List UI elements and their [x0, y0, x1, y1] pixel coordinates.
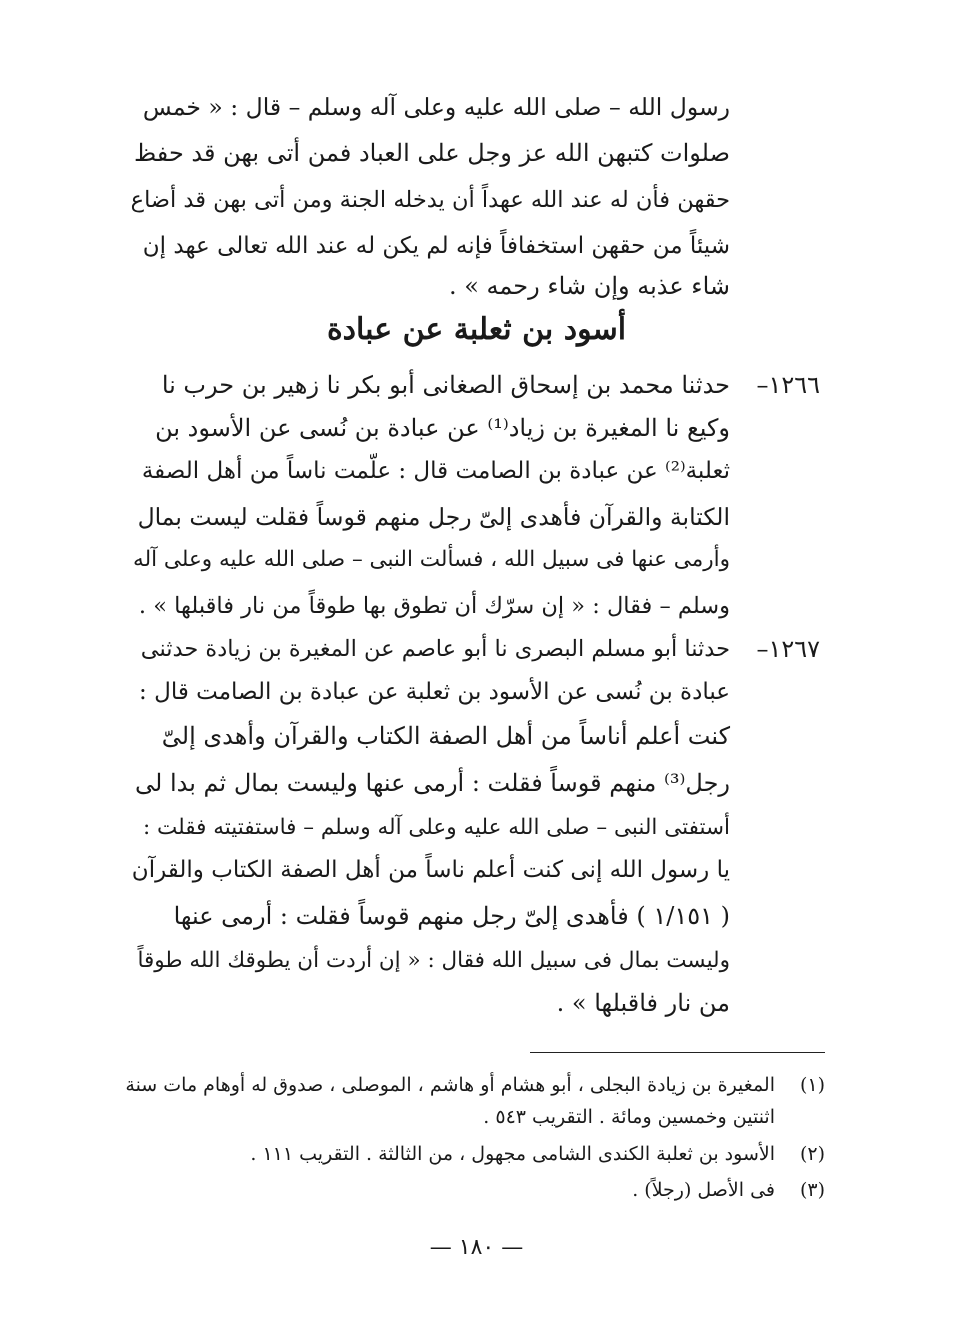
intro-line: شيئاً من حقهن استخفافاً فإنه لم يكن له عند الله تعالى عهد إن [142, 233, 730, 259]
hadith-line: ثعلبة⁽²⁾ عن عبادة بن الصامت قال : علّمت ناساً من أهل الصفة [141, 458, 730, 484]
hadith-line: رجل⁽³⁾ منهم قوساً فقلت : أرمى عنها وليست بمال ثم بدا لى [135, 769, 730, 797]
hadith-number: ١٢٦٧– [756, 635, 820, 663]
footnote-text: اثنتين وخمسين ومائة . التقريب ٥٤٣ . [483, 1106, 775, 1128]
hadith-line: وسلم – فقال : « إن سرّك أن تطوق بها طوقاً من نار فاقبلها » . [138, 593, 730, 619]
hadith-line: حدثنا أبو مسلم البصرى نا أبو عاصم عن المغيرة بن زيادة حدثنى [140, 636, 730, 662]
hadith-line: كنت أعلم أناساً من أهل الصفة الكتاب والقرآن وأهدى إلىّ [161, 722, 730, 750]
hadith-line: الكتابة والقرآن فأهدى إلىّ رجل منهم قوساً فقلت ليست بمال [137, 503, 730, 531]
intro-line: صلوات كتبهن الله عز وجل على العباد فمن أتى بهن قد حفظ [134, 139, 730, 167]
intro-line: حقهن فأن له عند الله عهداً أن يدخله الجنة ومن أتى بهن قد أضاع [130, 187, 730, 213]
footnote-text: المغيرة بن زيادة البجلى ، أبو هشام أو هاشم ، الموصلى ، صدوق له أوهام مات سنة [125, 1074, 775, 1096]
hadith-line: حدثنا محمد بن إسحاق الصغانى أبو بكر نا زهير بن حرب نا [161, 371, 730, 399]
hadith-number: ١٢٦٦– [756, 371, 820, 399]
intro-line: شاء عذبه وإن شاء رحمه » . [448, 272, 730, 300]
hadith-line: عبادة بن نُسى عن الأسود بن ثعلبة عن عبادة بن الصامت قال : [139, 679, 730, 705]
hadith-line: يا رسول الله إنى كنت أعلم ناساً من أهل الصفة الكتاب والقرآن [131, 857, 730, 883]
footnote-text: فى الأصل (رجلاً) . [632, 1179, 775, 1201]
hadith-line: وأرمى عنها فى سبيل الله ، فسألت النبى – صلى الله عليه وعلى آله [133, 547, 730, 572]
footnote-marker: (٣) [799, 1179, 825, 1201]
hadith-line: ( ١/١٥١ ) فأهدى إلىّ رجل منهم قوساً فقلت : أرمى عنها [173, 902, 730, 930]
hadith-line: من نار فاقبلها » . [556, 989, 730, 1017]
footnote-marker: (١) [799, 1074, 825, 1096]
intro-line: رسول الله – صلى الله عليه وعلى آله وسلم – قال : « خمس [142, 93, 730, 121]
hadith-line: أستفتى النبى – صلى الله عليه وعلى آله وسلم – فاستفتيته فقلت : [142, 815, 730, 840]
footnote-text: الأسود بن ثعلبة الكندى الشامى مجهول ، من الثالثة . التقريب ١١١ . [250, 1143, 775, 1165]
footnote-marker: (٢) [799, 1143, 825, 1165]
section-heading: أسود بن ثعلبة عن عبادة [326, 312, 627, 347]
hadith-line: وكيع نا المغيرة بن زياد⁽¹⁾ عن عبادة بن نُسى عن الأسود بن [155, 414, 730, 442]
footnote-separator [530, 1052, 825, 1053]
hadith-line: وليست بمال فى سبيل الله فقال : « إن أردت أن يطوقك الله طوقاً [137, 948, 730, 973]
page-number: — ١٨٠ — [429, 1235, 524, 1260]
